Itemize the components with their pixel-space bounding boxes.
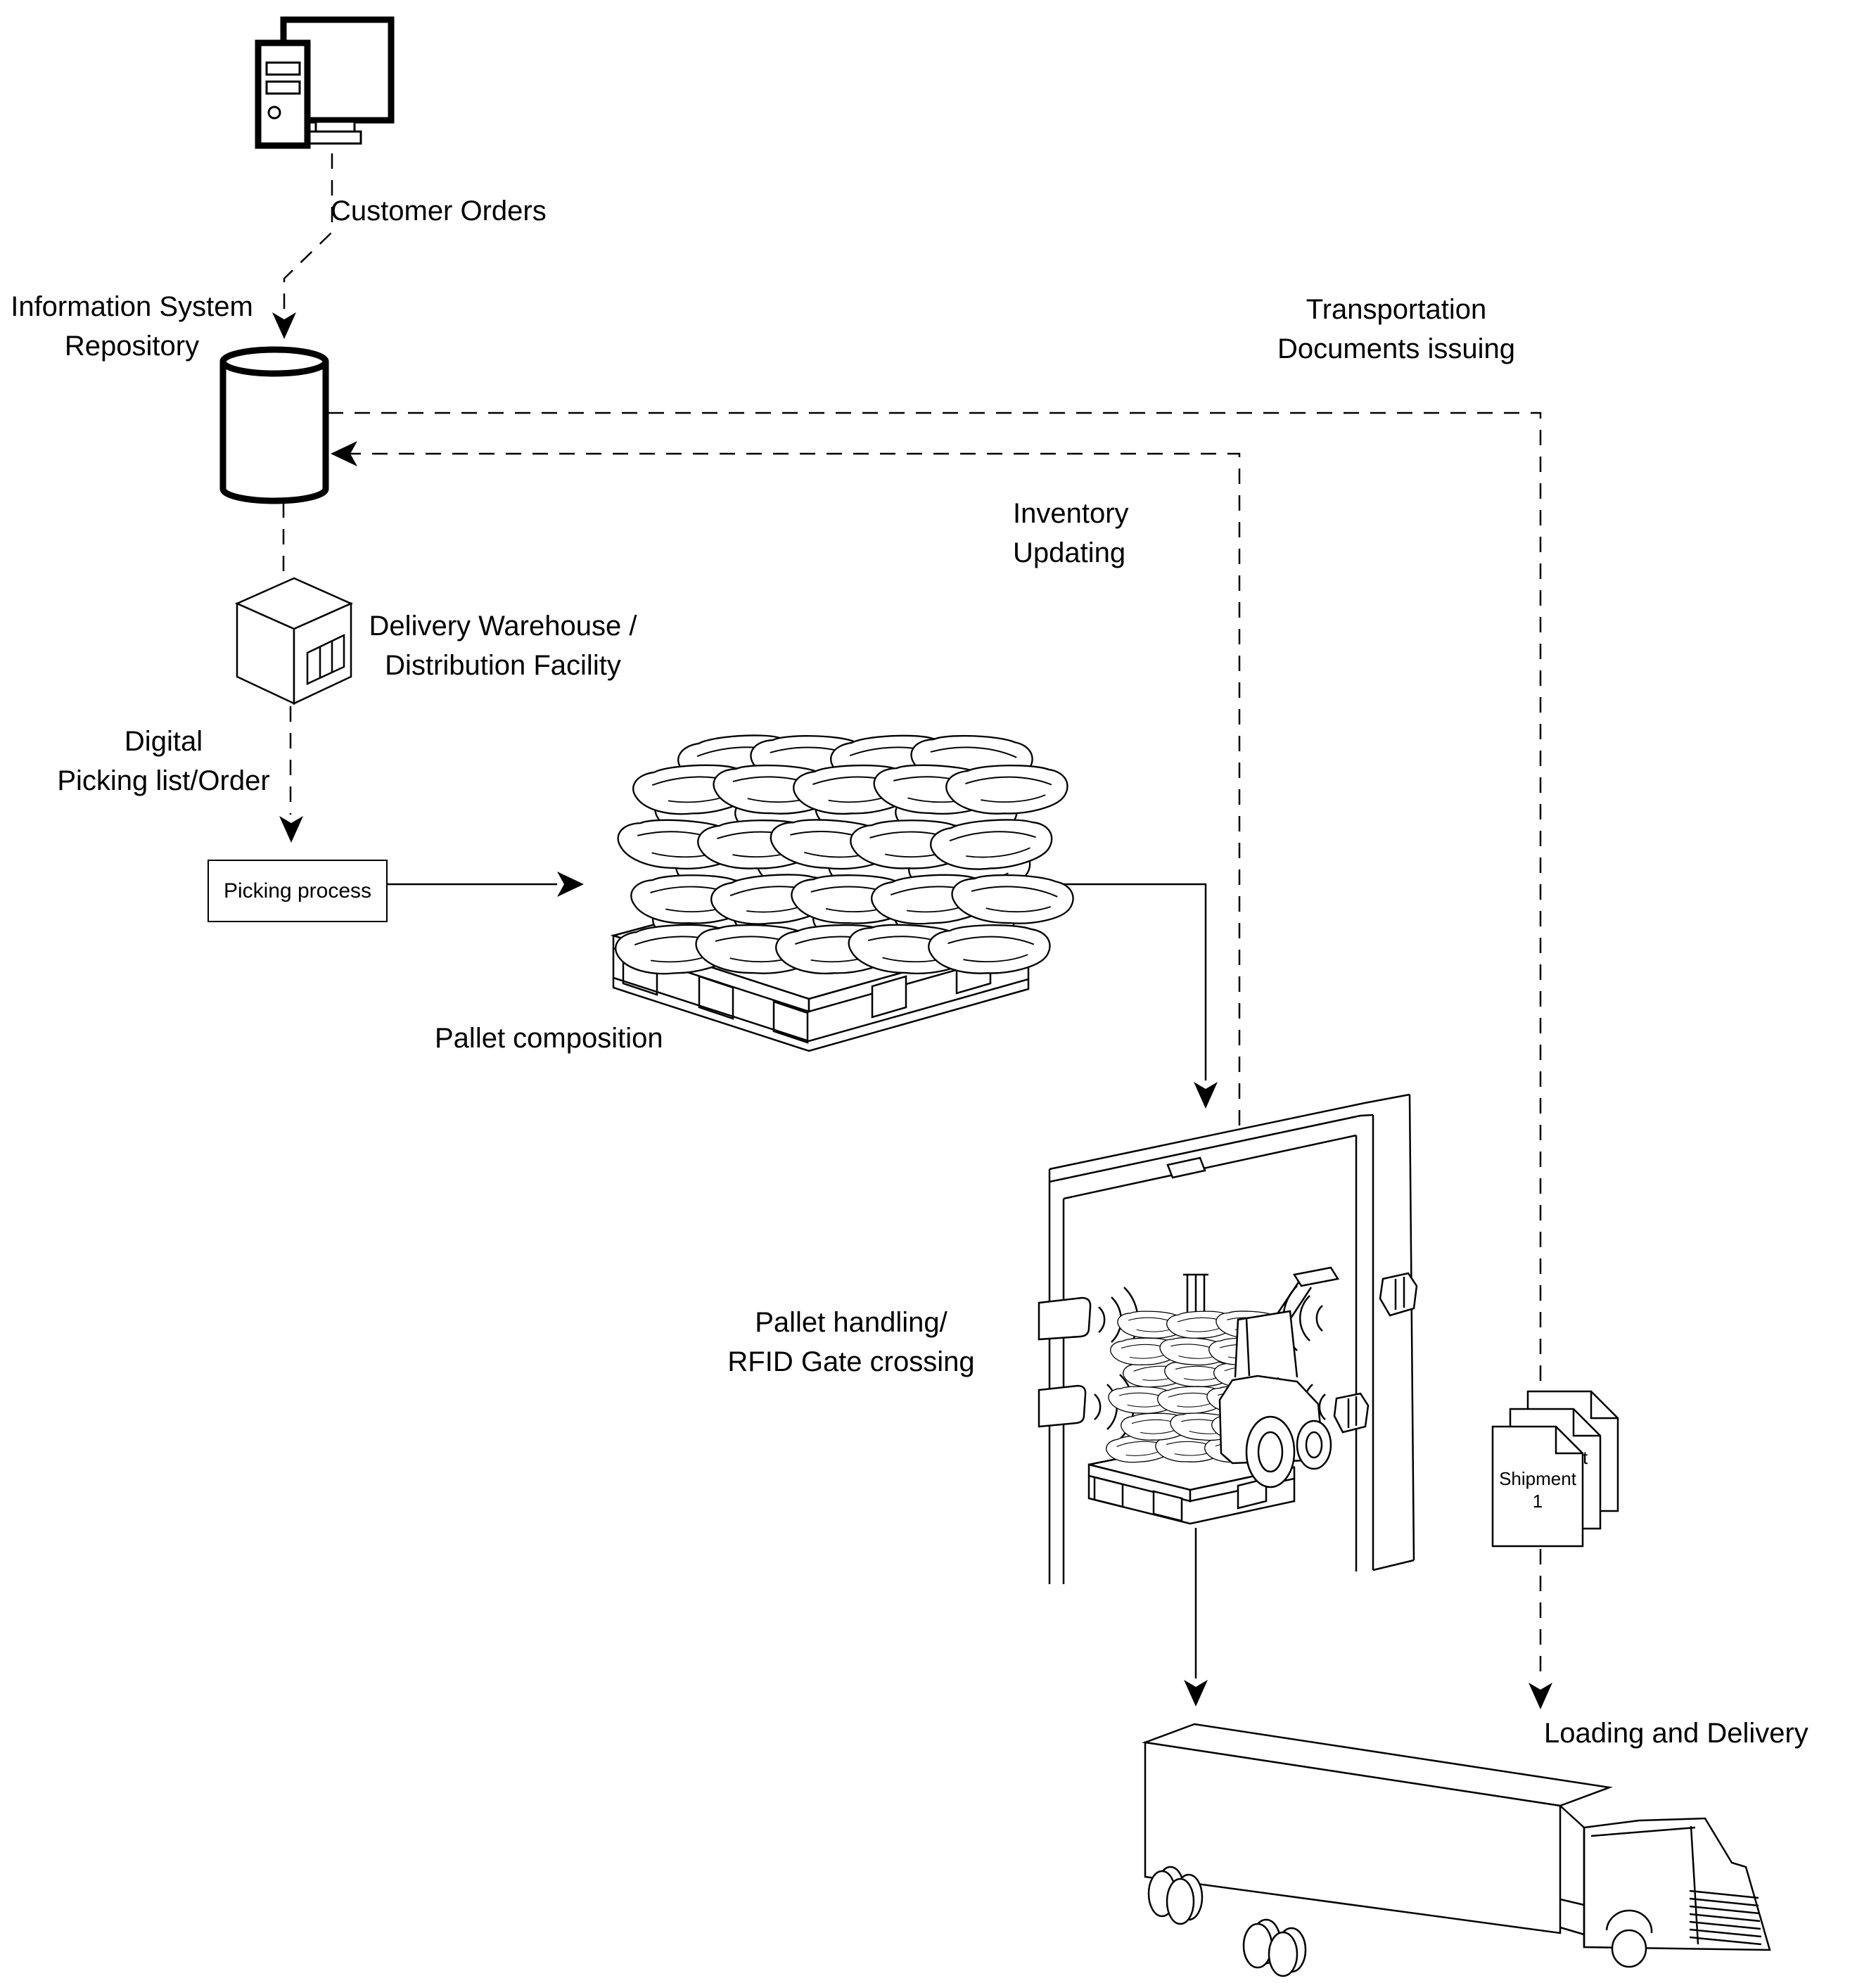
arrowhead-down-icon [1184, 1680, 1208, 1707]
picking-process-label: Picking process [223, 879, 372, 903]
rfid-reader-icon [1334, 1394, 1368, 1432]
sack-stack [615, 732, 1074, 976]
repository-label-line1: Information System [11, 291, 253, 322]
arrowhead-down-icon [272, 312, 296, 339]
customer-orders-line [284, 153, 332, 310]
node-label-warehouse [352, 606, 654, 685]
truck-icon [1145, 1724, 1770, 1976]
rfid-gate-label-line2: RFID Gate crossing [727, 1346, 975, 1377]
pallet-sacks-icon [613, 732, 1074, 1051]
shipment-label-line2: 1 [1532, 1491, 1543, 1512]
antenna-icon [1039, 1298, 1090, 1339]
node-label-loading-delivery: Loading and Delivery [1544, 1718, 1808, 1749]
antenna-icon [1039, 1386, 1085, 1427]
database-cylinder-icon [223, 350, 326, 501]
transportation-label-line2: Documents issuing [1277, 333, 1515, 364]
rfid-reader-icon [1380, 1273, 1417, 1315]
arrowhead-down-icon [279, 816, 303, 843]
edge-label-inventory-updating [1013, 494, 1129, 573]
shipment-doc-behind-fragment: t [1583, 1447, 1588, 1468]
forklift-icon [1220, 1268, 1338, 1487]
edge-label-customer-orders: Customer Orders [331, 196, 547, 227]
arrowhead-down-icon [1529, 1683, 1552, 1709]
edge-label-transportation [1245, 290, 1548, 369]
inventory-label-line1: Inventory [1013, 498, 1129, 529]
shipment-label-line1: Shipment [1499, 1468, 1576, 1489]
edge-label-digital-picking [42, 722, 285, 801]
shipment-doc-label [1495, 1467, 1580, 1512]
rfid-gate-forklift-icon [1039, 1095, 1417, 1584]
node-label-pallet-composition: Pallet composition [435, 1023, 663, 1054]
warehouse-label-line1: Delivery Warehouse / [369, 611, 637, 642]
arrowhead-down-icon [1194, 1082, 1218, 1109]
desktop-computer-icon [258, 20, 391, 146]
arrowhead-right-icon [557, 872, 584, 897]
warehouse-box-icon [237, 578, 351, 703]
digital-picking-label-line2: Picking list/Order [57, 765, 270, 796]
node-label-rfid-gate [693, 1303, 1009, 1382]
wifi-waves-icon [1320, 1394, 1325, 1420]
rfid-tag-icon [1168, 1158, 1205, 1178]
rfid-gate-label-line1: Pallet handling/ [755, 1307, 947, 1338]
inventory-label-line2: Updating [1013, 537, 1126, 568]
wifi-waves-icon [1095, 1394, 1100, 1420]
digital-picking-label-line1: Digital [124, 726, 203, 757]
wifi-waves-icon [1099, 1307, 1104, 1332]
node-label-repository [0, 287, 264, 366]
warehouse-label-line2: Distribution Facility [385, 650, 621, 681]
wifi-waves-icon [1317, 1306, 1322, 1331]
picking-process-box [208, 860, 388, 922]
repository-label-line2: Repository [64, 331, 200, 362]
transportation-label-line1: Transportation [1306, 294, 1487, 325]
